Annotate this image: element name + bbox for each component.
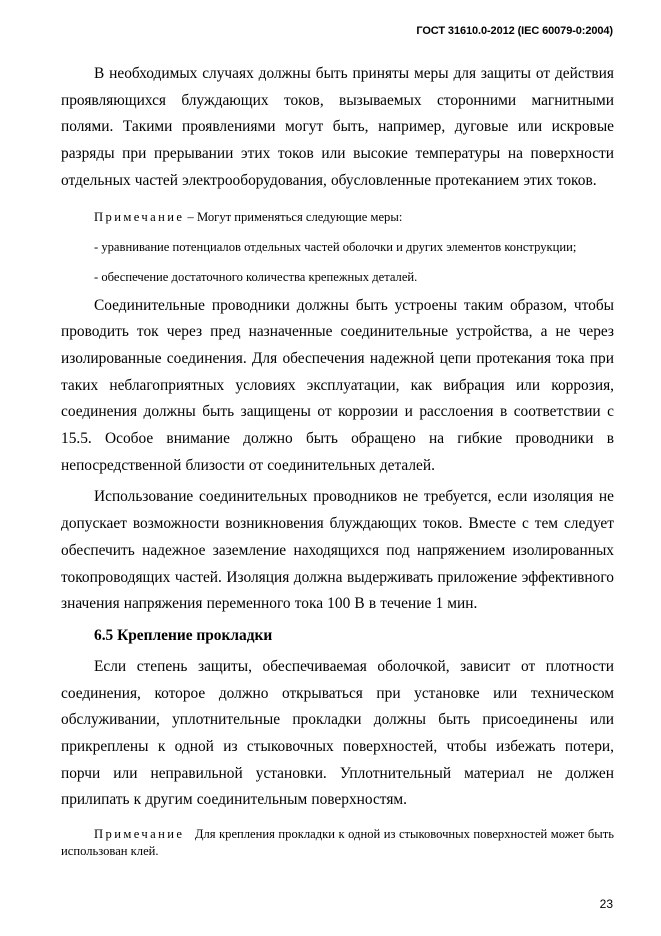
note-item-fasteners: - обеспечение достаточного количества крепежных деталей. [94,269,418,284]
paragraph-conductors-not-required: Использование соединительных проводников не требуется, если изоляция не допускает возможности возникновения блуждающих токов. Вместе с тем следует обеспечить надежное заземление находящихся под напряжением изолированных токопроводящих частей. Изоляция должна выдерживать приложение эффективного значения напряжения переменного тока 100 В в течение 1 мин. [61,488,614,613]
page-number: 23 [599,897,613,911]
note-label: Примечание [94,827,185,842]
note-text: Для крепления прокладки к одной из стыковочных поверхностей может быть использован клей. [61,827,618,859]
paragraph-bonding-conductors: Соединительные проводники должны быть устроены таким образом, чтобы проводить ток через пред назначенные соединительные устройства, а не через изолированные соединения. Для обеспечения надежной цепи протекания тока при таких неблагоприятных условиях эксплуатации, как вибрация или коррозия, соединения должны быть защищены от коррозии и расслоения в соответствии с 15.5. Особое внимание должно быть обращено на гибкие проводники в непосредственной близости от соединительных деталей. [61,296,614,474]
standard-header: ГОСТ 31610.0-2012 (IEC 60079-0:2004) [416,25,613,37]
paragraph-stray-currents: В необходимых случаях должны быть приняты меры для защиты от действия проявляющихся блуждающих токов, вызываемых сторонними магнитными полями. Такими проявлениями могут быть, например, дуговые или искровые разряды при прерывании этих токов или высокие температуры на поверхности отдельных частей электрооборудования, обусловленные протеканием этих токов. [61,65,614,189]
note-measures [61,209,614,226]
note-text: – Могут применяться следующие меры: [184,209,403,224]
note-label: Примечание [94,209,185,224]
paragraph-gasket-fixing: Если степень защиты, обеспечиваемая оболочкой, зависит от плотности соединения, которое должно открываться при установке или техническом обслуживании, уплотнительные прокладки должны быть присоединены или прикреплены к одной из стыковочных поверхностей, чтобы избежать потери, порчи или неправильной установки. Уплотнительный материал не должен прилипать к другим соединительным поверхностям. [61,657,614,809]
note-item-potential-equalization: - уравнивание потенциалов отдельных частей оболочки и других элементов конструкции; [94,239,577,254]
page-content [61,61,618,860]
note-adhesive [61,826,618,860]
section-heading: 6.5 Крепление прокладки [94,626,273,644]
